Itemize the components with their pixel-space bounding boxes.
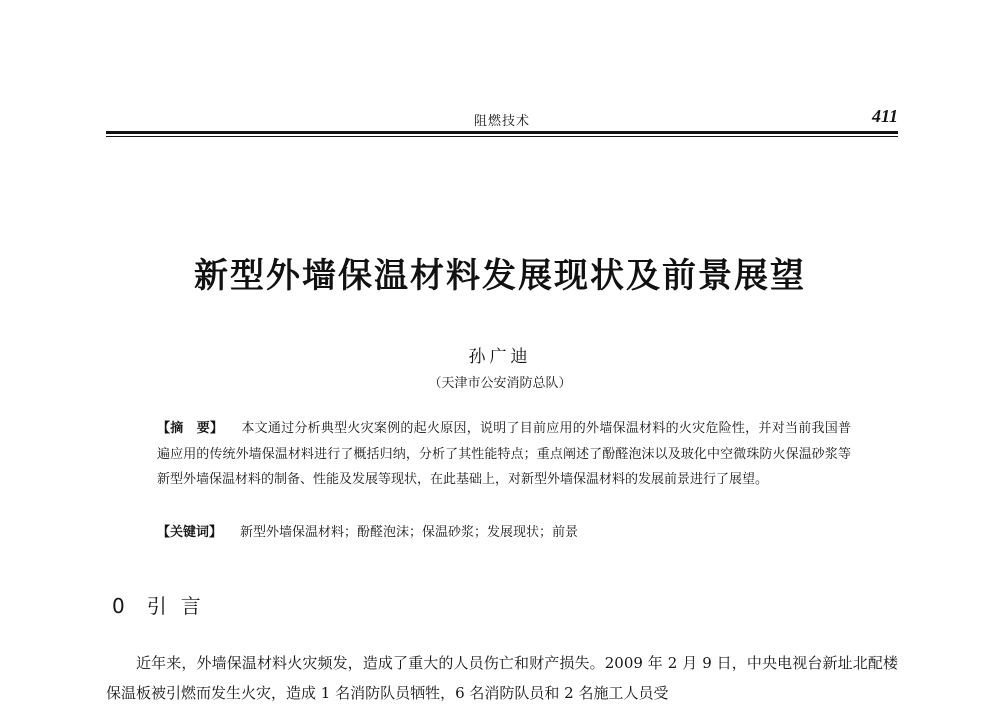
header-rule-thick bbox=[106, 131, 898, 134]
body-paragraph: 近年来，外墙保温材料火灾频发，造成了重大的人员伤亡和财产损失。2009 年 2 月 9 日，中央电视台新址北配楼保温板被引燃而发生火灾，造成 1 名消防队员牺牲，6 名消防队员和 2 名施工人员受 bbox=[106, 654, 898, 702]
abstract-text: 本文通过分析典型火灾案例的起火原因，说明了目前应用的外墙保温材料的火灾危险性，并对当前我国普遍应用的传统外墙保温材料进行了概括归纳，分析了其性能特点；重点阐述了酚醛泡沫以及玻化中空微珠防火保温砂浆等新型外墙保温材料的制备、性能及发展等现状，在此基础上，对新型外墙保温材料的发展前景进行了展望。 bbox=[157, 421, 851, 487]
section-title: 引言 bbox=[146, 594, 215, 618]
author-name: 孙广迪 bbox=[468, 347, 532, 367]
keywords bbox=[157, 520, 851, 546]
running-head bbox=[106, 106, 898, 130]
paper-title: 新型外墙保温材料发展现状及前景展望 bbox=[194, 256, 806, 296]
keywords-tag: 【关键词】 bbox=[157, 525, 223, 540]
section-heading bbox=[112, 590, 215, 619]
abstract-tag: 【摘 要】 bbox=[157, 421, 224, 436]
header-rule-thin bbox=[106, 136, 898, 137]
journal-name: 阻燃技术 bbox=[473, 114, 530, 129]
page-number: 411 bbox=[871, 106, 898, 126]
keywords-text: 新型外墙保温材料；酚醛泡沫；保温砂浆；发展现状；前景 bbox=[240, 525, 579, 540]
abstract bbox=[157, 416, 851, 493]
section-number: 0 bbox=[112, 594, 125, 618]
author-affiliation: （天津市公安消防总队） bbox=[428, 376, 572, 391]
